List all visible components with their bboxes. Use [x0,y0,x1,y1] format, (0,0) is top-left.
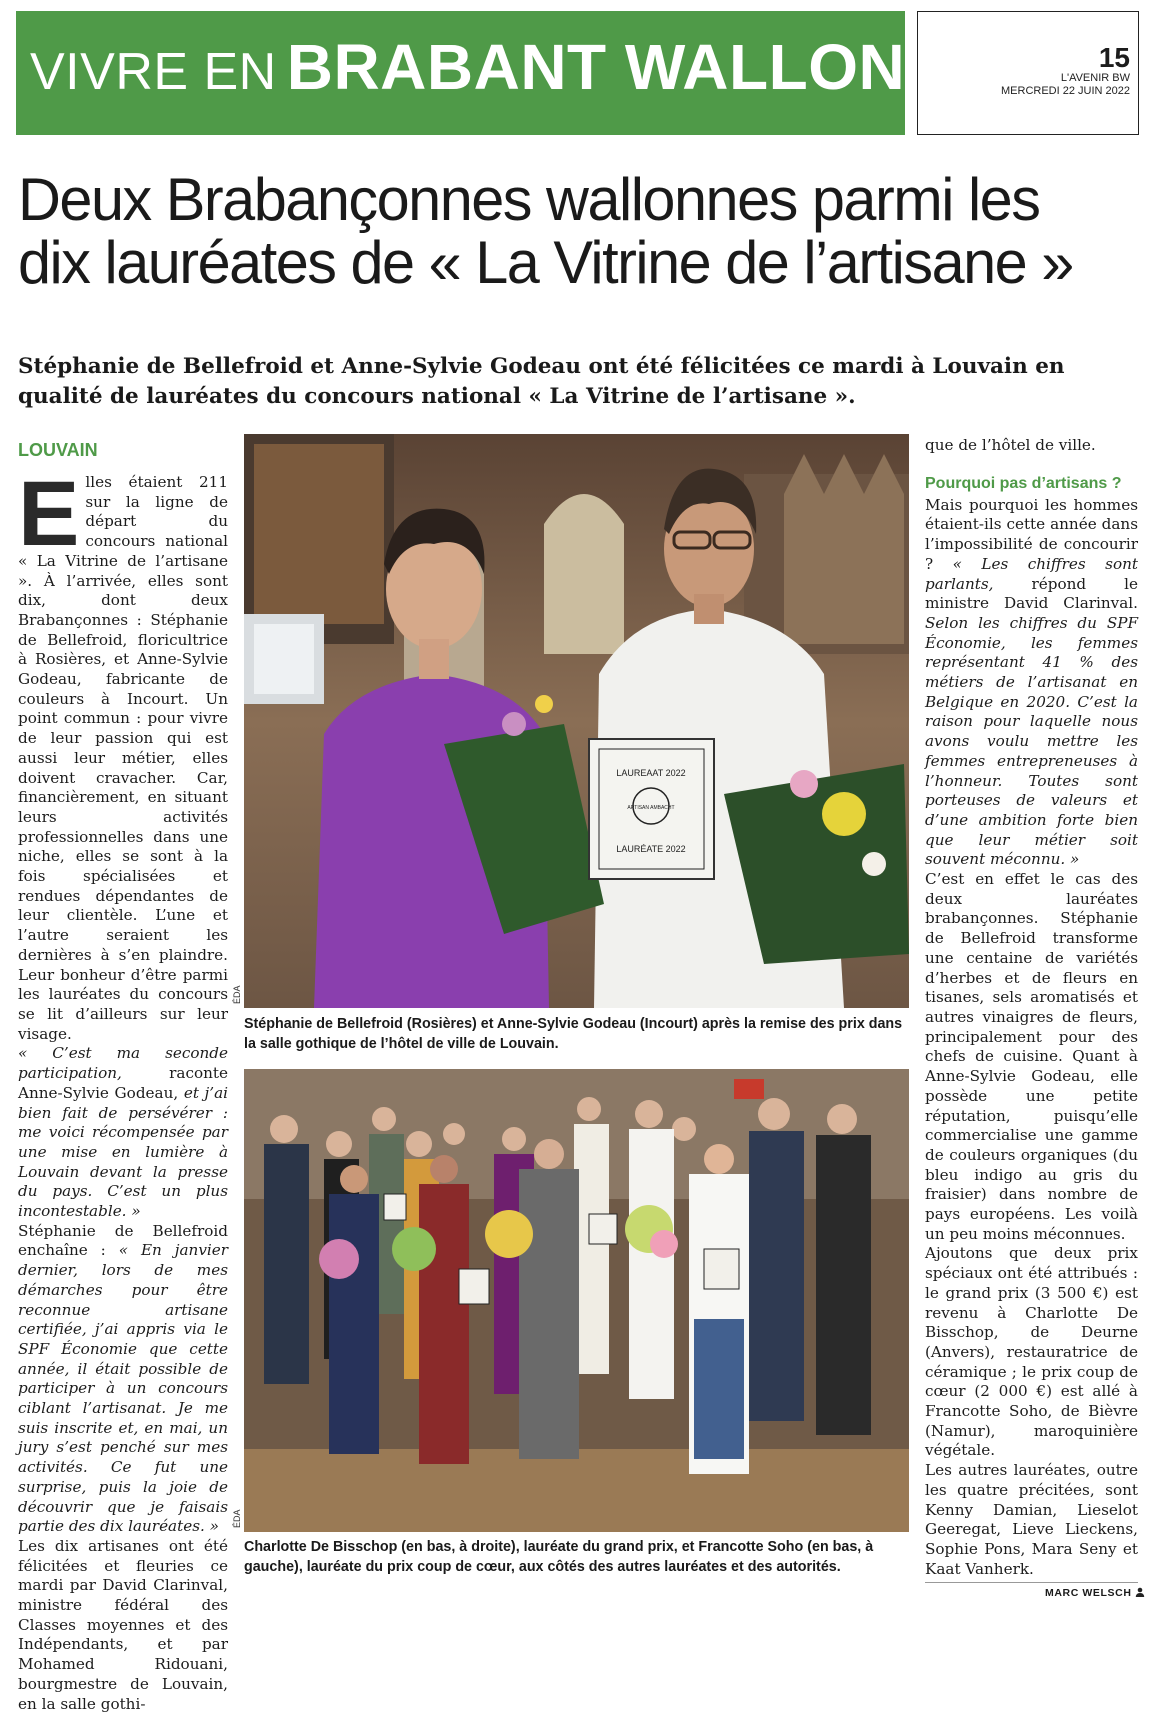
paragraph-text: raconte Anne-Sylvie Godeau, [18,1064,228,1102]
paragraph: que de l’hôtel de ville. [925,436,1096,454]
section-banner [16,11,905,135]
article-column-3 [925,436,1138,1579]
quote-text: Selon les chiffres du SPF Économie, les femmes représentant 41 % des métiers de l’artisanat en Belgique en 2020. C’est la raison pour laquelle nous avons voulu mettre les femmes entrepreneuses à l’honneur. Toutes sont porteuses de valeurs et d’une ambition forte bien que leur métier soit souvent méconnu. » [925,613,1138,869]
photo-illustration [244,434,909,1008]
paragraph-text: lles étaient 211 sur la ligne de départ du concours national « La Vitrine de l’artisane ». À l’arrivée, elles sont dix, dont deux Brabançonnes : Stéphanie de Bellefroid, floricultrice à Rosières, et Anne-Sylvie Godeau, fabricante de couleurs à Incourt. Un point commun : pour vivre de leur passion qui est aussi leur métier, elles doivent cravacher. Car, financièrement, en situant leurs activités professionnelles dans une niche, elles se sont à la fois spécialisées et rendues dépendantes de leur clientèle. L’une et l’autre seraient les dernières à s’en plaindre. Leur bonheur d’être parmi les lauréates du concours se lit d’ailleurs sur leur visage. [18,473,228,1043]
photo-group-laureates [244,1069,909,1532]
photo-caption: Charlotte De Bisschop (en bas, à droite), lauréate du grand prix, et Francotte Soho (en bas, à gauche), lauréate du prix coup de cœur, aux côtés des autres lauréates et des autorités. [244,1539,874,1575]
paragraph [18,1044,228,1221]
section-title-bold: BRABANT WALLON [286,31,906,103]
quote-text: « Les chiffres sont parlants, [925,554,1138,593]
article-headline [18,168,1127,294]
divider [925,1582,1138,1583]
page-folio [917,11,1139,135]
headline-line-1: Deux Brabançonnes wallonnes parmi les [18,166,1040,233]
section-title-light: VIVRE EN [30,43,277,101]
plaque-logo-text: ARTISAN AMBACHT [627,805,675,811]
plaque-title: LAUREAAT 2022 [616,768,686,778]
article-standfirst: Stéphanie de Bellefroid et Anne-Sylvie Godeau ont été félicitées ce mardi à Louvain en qualité de lauréates du concours national « La Vitrine de l’artisane ». [18,354,1065,410]
article-column-1 [18,463,228,1714]
dateline: LOUVAIN [18,440,98,460]
paragraph: Les dix artisanes ont été félicitées et fleuries ce mardi par David Clarinval, ministre fédéral des Classes moyennes et des Indépendants, et par Mohamed Ridouani, bourgmestre de Louvain, en la salle gothi- [18,1536,228,1713]
publication-name: L'AVENIR BW [1060,72,1130,84]
headline-line-2: dix lauréates de « La Vitrine de l’artisane » [18,229,1073,296]
paragraph [925,496,1138,870]
quote-text: « C’est ma seconde participation, [18,1044,228,1083]
plaque-subtitle: LAURÉATE 2022 [616,844,686,854]
section-title [30,31,906,103]
author-name: MARC WELSCH [1045,1587,1132,1599]
drop-cap: E [18,463,80,565]
article-subhead: Pourquoi pas d’artisans ? [925,474,1122,492]
photo-credit: ÉDA [232,1509,242,1528]
paragraph: Les autres lauréates, outre les quatre précitées, sont Kenny Damian, Lieselot Geeregat, Lieve Lieckens, Sophie Pons, Mara Seny et Kaat Vanherk. [925,1461,1138,1578]
paragraph [18,463,228,1044]
paragraph: Ajoutons que deux prix spéciaux ont été attribués : le grand prix (3 500 €) est revenu à Charlotte De Bisschop, de Deurne (Anvers), restauratrice de céramique ; le prix coup de cœur (2 000 €) est allé à Francotte Soho, de Bièvre (Namur), maroquinière végétale. [925,1244,1138,1460]
quote-text: et j’ai bien fait de persévérer : me voici récompensée par une mise en lumière à Louvain devant la presse du pays. C’est un plus incontestable. » [18,1083,228,1221]
photo-laureates-duo [244,434,909,1008]
publication-date: MERCREDI 22 JUIN 2022 [1001,85,1130,98]
photo-illustration [244,1069,909,1532]
photo-credit: ÉDA [232,985,242,1004]
photo-caption: Stéphanie de Bellefroid (Rosières) et Anne-Sylvie Godeau (Incourt) après la remise des prix dans la salle gothique de l’hôtel de ville de Louvain. [244,1016,903,1052]
paragraph [18,1222,228,1537]
author-byline [1045,1587,1145,1599]
page-number: 15 [1098,42,1130,73]
person-icon [1135,1587,1145,1597]
quote-text: « En janvier dernier, lors de mes démarches pour être reconnue artisane certifiée, j’ai appris via le SPF Économie que cette année, il était possible de participer à un concours ciblant l’artisanat. Je me suis inscrite et, en mai, un jury s’est penché sur mes activités. Ce fut une surprise, puis la joie de découvrir que je faisais partie des dix lauréates. » [18,1241,228,1536]
paragraph-text: répond le ministre David Clarinval. [925,574,1138,613]
paragraph: C’est en effet le cas des deux lauréates brabançonnes. Stéphanie de Bellefroid transforme une centaine de variétés d’herbes et de fleurs en tisanes, sels aromatisés et autres vinaigres de fleurs, principalement pour des chefs de cuisine. Quant à Anne-Sylvie Godeau, elle possède une petite réputation, puisqu’elle commercialise une gamme de couleurs organiques (du bleu indigo au gris du fraisier) dans nombre de pays européens. Les voilà un peu moins méconnues. [925,870,1138,1243]
paragraph-text: Mais pourquoi les hommes étaient-ils cette année dans l’impossibilité de concourir ? [925,495,1138,573]
paragraph-text: Stéphanie de Bellefroid enchaîne : [18,1221,228,1260]
